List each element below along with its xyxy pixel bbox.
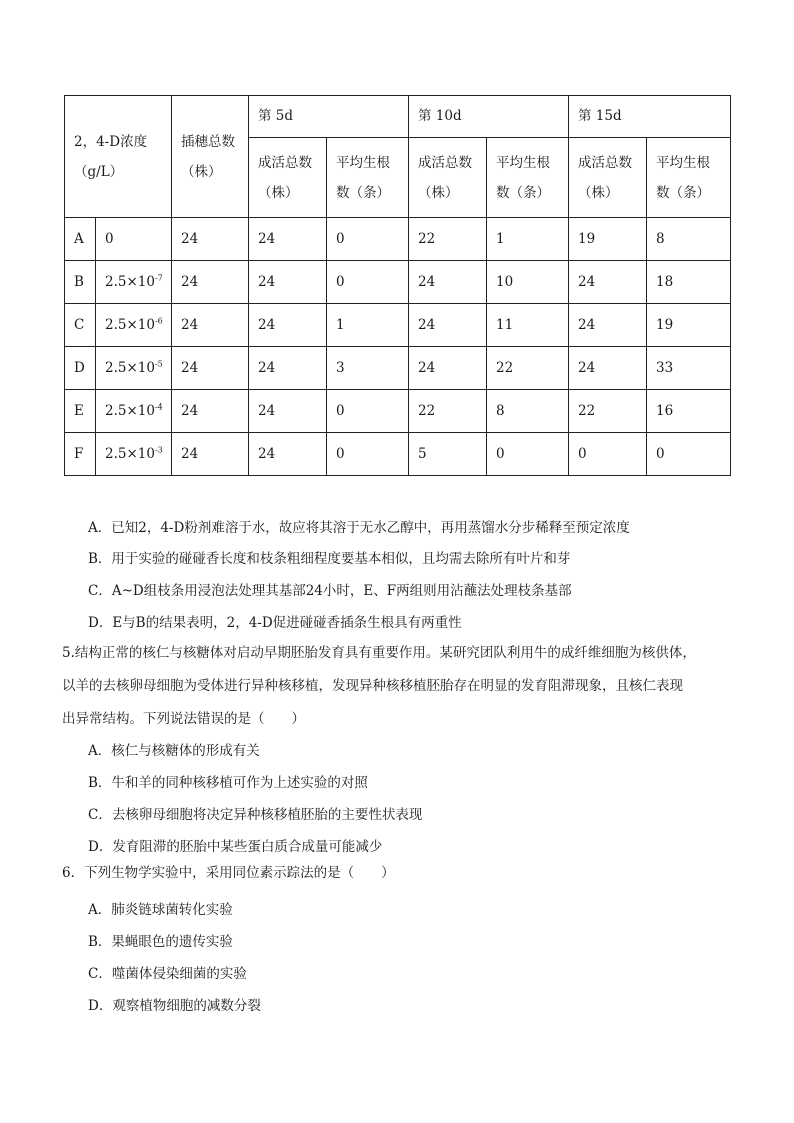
- subheader-alive: [409, 138, 487, 218]
- table-row: [65, 218, 731, 261]
- cell-d15-roots: 18: [647, 261, 731, 304]
- conc-exponent: -5: [154, 359, 163, 369]
- cell-d10-roots: 11: [487, 304, 569, 347]
- cell-d15-roots: 8: [647, 218, 731, 261]
- table-row: [65, 433, 731, 476]
- q4-option-a: A．已知2，4-D粉剂难溶于水，故应将其溶于无水乙醇中，再用蒸馏水分步稀释至预定浓度: [88, 520, 630, 536]
- cell-d15-roots: 16: [647, 390, 731, 433]
- cell-text: 平均生根: [336, 154, 391, 171]
- q5-stem-line1: 5.结构正常的核仁与核糖体对启动早期胚胎发育具有重要作用。某研究团队利用牛的成纤维细胞为核供体，: [62, 645, 696, 661]
- cell-text: （株）: [418, 184, 459, 201]
- header-concentration-line1: 2，4-D浓度: [74, 133, 148, 150]
- rooting-data-table: [64, 95, 731, 476]
- cell-d5-alive: 24: [249, 390, 327, 433]
- q6-stem: 6．下列生物学实验中，采用同位素示踪法的是（ ）: [62, 865, 395, 881]
- cell-text: 成活总数: [418, 154, 473, 171]
- cell-group: C: [65, 304, 96, 347]
- cell-d15-alive: 0: [569, 433, 647, 476]
- subheader-alive: [249, 138, 327, 218]
- cell-d10-alive: 5: [409, 433, 487, 476]
- cell-d10-roots: 0: [487, 433, 569, 476]
- cell-d10-alive: 24: [409, 261, 487, 304]
- cell-d5-alive: 24: [249, 218, 327, 261]
- cell-d5-roots: 0: [327, 390, 409, 433]
- header-total: [172, 96, 249, 218]
- q5-option-a: A．核仁与核糖体的形成有关: [88, 743, 260, 759]
- cell-d10-roots: 8: [487, 390, 569, 433]
- cell-conc: [96, 347, 172, 390]
- cell-d10-roots: 1: [487, 218, 569, 261]
- cell-conc: [96, 433, 172, 476]
- cell-d10-roots: 22: [487, 347, 569, 390]
- cell-d5-roots: 0: [327, 218, 409, 261]
- cell-d5-roots: 3: [327, 347, 409, 390]
- cell-total: 24: [172, 390, 249, 433]
- subheader-roots: [487, 138, 569, 218]
- cell-text: 数（条）: [336, 184, 391, 201]
- q6-option-d: D．观察植物细胞的减数分裂: [88, 998, 261, 1014]
- cell-d10-alive: 22: [409, 218, 487, 261]
- conc-exponent: -6: [154, 316, 163, 326]
- cell-text: 数（条）: [656, 184, 711, 201]
- conc-exponent: -7: [154, 273, 163, 283]
- subheader-roots: [327, 138, 409, 218]
- cell-conc: [96, 218, 172, 261]
- cell-d15-alive: 24: [569, 347, 647, 390]
- header-day5: 第 5d: [249, 96, 409, 138]
- cell-text: 2.5×10: [105, 359, 155, 376]
- cell-d5-alive: 24: [249, 261, 327, 304]
- cell-conc: [96, 390, 172, 433]
- cell-total: 24: [172, 261, 249, 304]
- cell-total: 24: [172, 347, 249, 390]
- q5-stem-line3: 出异常结构。下列说法错误的是（ ）: [62, 711, 305, 727]
- cell-text: 成活总数: [258, 154, 313, 171]
- cell-text: 2.5×10: [105, 402, 155, 419]
- cell-total: 24: [172, 304, 249, 347]
- cell-text: 2.5×10: [105, 273, 155, 290]
- cell-d15-roots: 33: [647, 347, 731, 390]
- cell-group: B: [65, 261, 96, 304]
- cell-d5-alive: 24: [249, 304, 327, 347]
- cell-total: 24: [172, 433, 249, 476]
- subheader-alive: [569, 138, 647, 218]
- q4-option-d: D．E与B的结果表明，2，4-D促进碰碰香插条生根具有两重性: [88, 615, 462, 631]
- q5-stem-line2: 以羊的去核卵母细胞为受体进行异种核移植，发现异种核移植胚胎存在明显的发育阻滞现象，且核仁表现: [62, 678, 683, 694]
- cell-d15-alive: 19: [569, 218, 647, 261]
- cell-d5-roots: 0: [327, 261, 409, 304]
- cell-text: 0: [105, 230, 114, 247]
- cell-text: （株）: [258, 184, 299, 201]
- conc-exponent: -3: [154, 445, 163, 455]
- cell-conc: [96, 261, 172, 304]
- cell-d10-alive: 22: [409, 390, 487, 433]
- header-day10: 第 10d: [409, 96, 569, 138]
- q6-option-b: B．果蝇眼色的遗传实验: [88, 934, 233, 950]
- cell-d15-alive: 24: [569, 304, 647, 347]
- cell-text: 数（条）: [496, 184, 551, 201]
- table-row: [65, 347, 731, 390]
- header-total-line2: （株）: [181, 163, 222, 180]
- table-row: [65, 261, 731, 304]
- cell-group: A: [65, 218, 96, 261]
- cell-d5-roots: 0: [327, 433, 409, 476]
- cell-total: 24: [172, 218, 249, 261]
- cell-d15-roots: 0: [647, 433, 731, 476]
- q5-option-b: B．牛和羊的同种核移植可作为上述实验的对照: [88, 775, 368, 791]
- cell-d15-alive: 22: [569, 390, 647, 433]
- q4-option-b: B．用于实验的碰碰香长度和枝条粗细程度要基本相似，且均需去除所有叶片和芽: [88, 551, 571, 567]
- table-row: [65, 390, 731, 433]
- subheader-roots: [647, 138, 731, 218]
- conc-exponent: -4: [154, 402, 163, 412]
- q6-option-c: C．噬菌体侵染细菌的实验: [88, 966, 247, 982]
- cell-group: F: [65, 433, 96, 476]
- header-total-line1: 插穗总数: [181, 133, 236, 150]
- header-day15: 第 15d: [569, 96, 731, 138]
- q6-option-a: A．肺炎链球菌转化实验: [88, 902, 233, 918]
- cell-d15-roots: 19: [647, 304, 731, 347]
- cell-text: 成活总数: [578, 154, 633, 171]
- header-concentration: [65, 96, 172, 218]
- cell-text: （株）: [578, 184, 619, 201]
- cell-conc: [96, 304, 172, 347]
- cell-text: 2.5×10: [105, 445, 155, 462]
- cell-d5-roots: 1: [327, 304, 409, 347]
- cell-text: 平均生根: [496, 154, 551, 171]
- q4-option-c: C．A~D组枝条用浸泡法处理其基部24小时，E、F两组则用沾蘸法处理枝条基部: [88, 583, 572, 599]
- cell-text: 2.5×10: [105, 316, 155, 333]
- cell-d5-alive: 24: [249, 433, 327, 476]
- table-row: [65, 304, 731, 347]
- header-concentration-line2: （g/L）: [74, 163, 124, 180]
- q5-option-c: C．去核卵母细胞将决定异种核移植胚胎的主要性状表现: [88, 807, 423, 823]
- cell-d10-roots: 10: [487, 261, 569, 304]
- cell-group: E: [65, 390, 96, 433]
- cell-group: D: [65, 347, 96, 390]
- cell-d10-alive: 24: [409, 347, 487, 390]
- cell-text: 平均生根: [656, 154, 711, 171]
- q5-option-d: D．发育阻滞的胚胎中某些蛋白质合成量可能减少: [88, 839, 383, 855]
- cell-d10-alive: 24: [409, 304, 487, 347]
- cell-d5-alive: 24: [249, 347, 327, 390]
- cell-d15-alive: 24: [569, 261, 647, 304]
